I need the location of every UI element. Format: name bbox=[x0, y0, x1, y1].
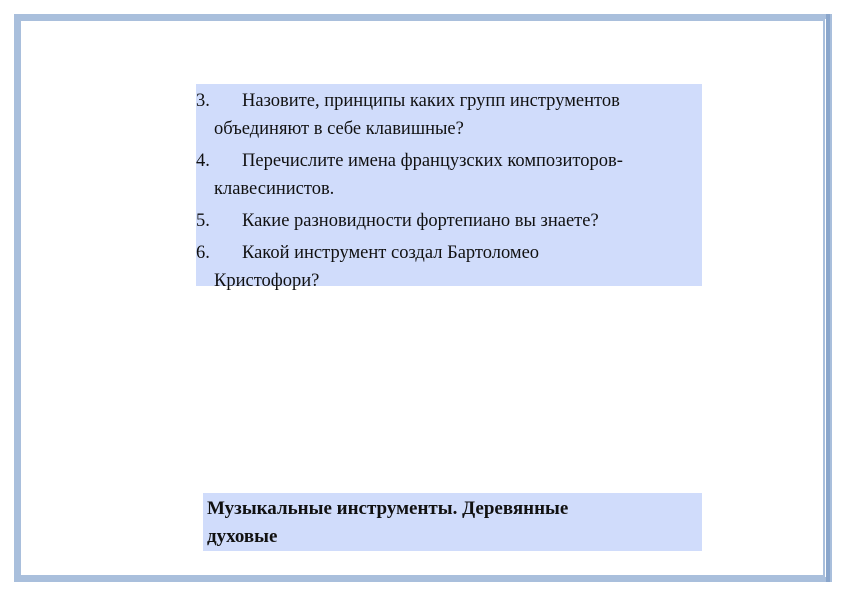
question-number: 4. bbox=[196, 151, 210, 171]
question-item-4 bbox=[196, 147, 694, 203]
question-text-continued: объединяют в себе клавишные? bbox=[214, 119, 464, 139]
question-text: Перечислите имена французских композиторов- bbox=[242, 151, 623, 171]
slide-frame-shadow bbox=[826, 14, 830, 582]
slide-title-block bbox=[203, 493, 702, 551]
question-item-3 bbox=[196, 87, 694, 143]
question-list bbox=[196, 87, 694, 295]
question-text: Какие разновидности фортепиано вы знаете? bbox=[242, 211, 599, 231]
question-number: 5. bbox=[196, 211, 210, 231]
question-line bbox=[196, 87, 694, 115]
question-line bbox=[196, 147, 694, 175]
question-line bbox=[196, 239, 694, 267]
question-text: Какой инструмент создал Бартоломео bbox=[242, 243, 540, 263]
question-text-continued: Кристофори? bbox=[214, 271, 320, 291]
question-text: Назовите, принципы каких групп инструментов bbox=[242, 91, 620, 111]
question-text-continued: клавесинистов. bbox=[214, 179, 335, 199]
slide-title-line-2: духовые bbox=[207, 526, 278, 547]
question-item-6 bbox=[196, 239, 694, 295]
slide-title-line-1: Музыкальные инструменты. Деревянные bbox=[207, 498, 569, 519]
question-line bbox=[196, 207, 694, 235]
question-number: 3. bbox=[196, 91, 210, 111]
question-item-5 bbox=[196, 207, 694, 235]
question-number: 6. bbox=[196, 243, 210, 263]
questions-block bbox=[196, 84, 702, 291]
